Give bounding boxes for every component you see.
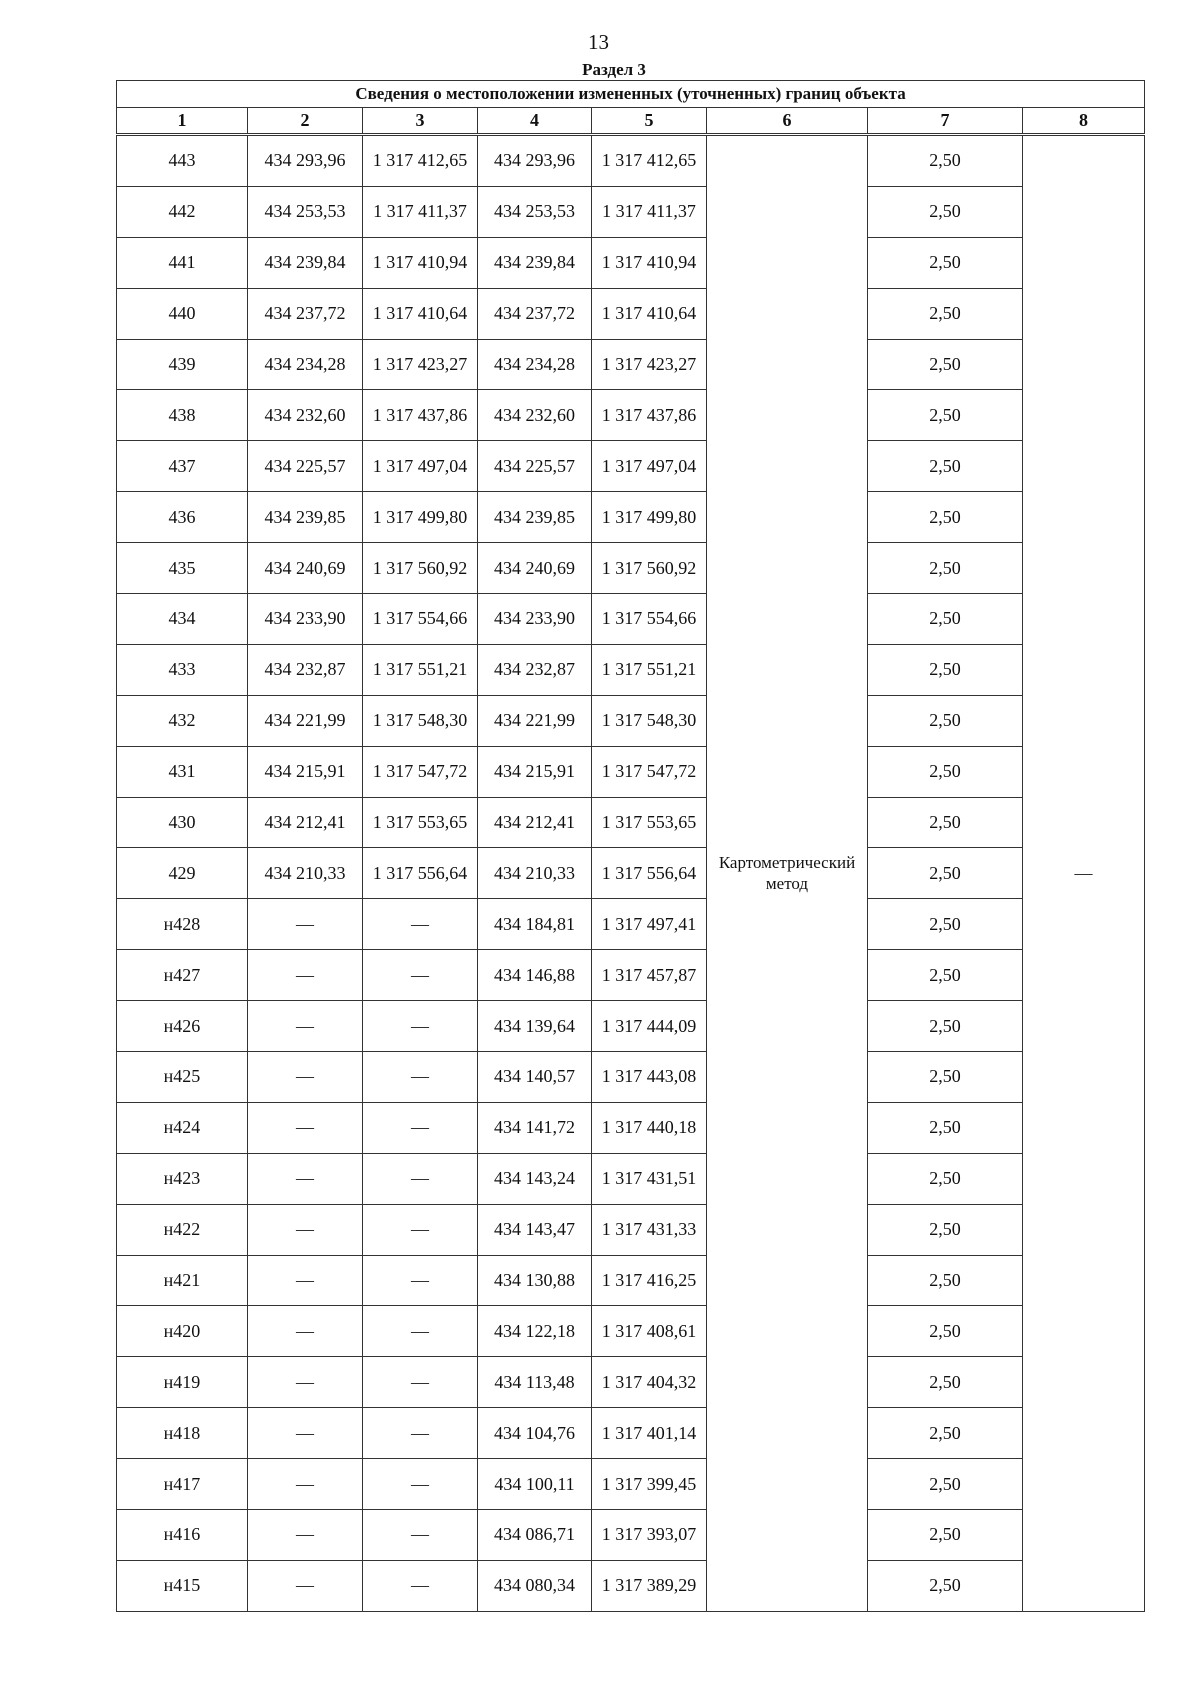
table-cell: 434 140,57: [478, 1052, 592, 1103]
table-cell: н417: [117, 1459, 248, 1510]
table-row: [117, 1255, 1145, 1306]
column-header-8: 8: [1023, 108, 1145, 135]
table-cell: —: [248, 1357, 363, 1408]
table-cell: 2,50: [868, 1255, 1023, 1306]
section-title: Раздел 3: [582, 60, 646, 79]
table-cell: 434 234,28: [248, 339, 363, 390]
table-row: [117, 746, 1145, 797]
table-cell: 434 239,85: [248, 492, 363, 543]
table-cell: н418: [117, 1408, 248, 1459]
table-cell: 434 104,76: [478, 1408, 592, 1459]
table-cell: 1 317 554,66: [363, 594, 478, 645]
table-cell: 1 317 389,29: [592, 1560, 707, 1611]
table-cell: 434 293,96: [478, 135, 592, 187]
table-cell: 434 232,60: [248, 390, 363, 441]
table-cell: 2,50: [868, 1001, 1023, 1052]
table-cell: 442: [117, 186, 248, 237]
table-cell: 434 225,57: [248, 441, 363, 492]
table-cell: 2,50: [868, 1102, 1023, 1153]
table-cell: 434 113,48: [478, 1357, 592, 1408]
table-cell: 434 215,91: [248, 746, 363, 797]
table-cell: —: [363, 1052, 478, 1103]
column-header-5: 5: [592, 108, 707, 135]
table-cell: 434 210,33: [478, 848, 592, 899]
table-cell: н421: [117, 1255, 248, 1306]
table-cell: 434 253,53: [248, 186, 363, 237]
table-cell: 1 317 553,65: [363, 797, 478, 848]
table-row: [117, 1001, 1145, 1052]
table-cell: —: [363, 899, 478, 950]
table-cell: —: [363, 1408, 478, 1459]
table-cell: н415: [117, 1560, 248, 1611]
table-row: [117, 1102, 1145, 1153]
table-cell: 439: [117, 339, 248, 390]
table-cell: —: [363, 1153, 478, 1204]
table-cell: 2,50: [868, 390, 1023, 441]
table-row: [117, 797, 1145, 848]
table-cell: 2,50: [868, 135, 1023, 187]
table-cell: 2,50: [868, 644, 1023, 695]
table-cell: 1 317 411,37: [363, 186, 478, 237]
table-cell: 1 317 547,72: [592, 746, 707, 797]
table-cell: 438: [117, 390, 248, 441]
table-cell: н422: [117, 1204, 248, 1255]
table-cell: 434 080,34: [478, 1560, 592, 1611]
table-cell: 437: [117, 441, 248, 492]
table-cell: 2,50: [868, 950, 1023, 1001]
table-caption: Сведения о местоположении измененных (уточненных) границ объекта: [117, 81, 1145, 108]
column-header-4: 4: [478, 108, 592, 135]
table-cell: 434 146,88: [478, 950, 592, 1001]
method-cell: Картометрический метод: [707, 135, 868, 1612]
table-cell: —: [363, 1306, 478, 1357]
table-cell: 1 317 401,14: [592, 1408, 707, 1459]
table-cell: 1 317 548,30: [363, 695, 478, 746]
table-cell: 431: [117, 746, 248, 797]
table-cell: 1 317 412,65: [592, 135, 707, 187]
table-cell: 434 221,99: [248, 695, 363, 746]
table-row: [117, 1052, 1145, 1103]
table-cell: 2,50: [868, 186, 1023, 237]
column-header-2: 2: [248, 108, 363, 135]
table-cell: 432: [117, 695, 248, 746]
table-cell: 1 317 437,86: [363, 390, 478, 441]
table-cell: 1 317 410,94: [363, 237, 478, 288]
table-row: [117, 950, 1145, 1001]
table-cell: 1 317 497,41: [592, 899, 707, 950]
table-cell: н420: [117, 1306, 248, 1357]
table-row: [117, 1560, 1145, 1611]
table-cell: 2,50: [868, 1306, 1023, 1357]
table-cell: 2,50: [868, 1459, 1023, 1510]
table-cell: —: [248, 1560, 363, 1611]
table-row: [117, 1459, 1145, 1510]
table-cell: 1 317 393,07: [592, 1510, 707, 1561]
table-cell: 1 317 444,09: [592, 1001, 707, 1052]
table-cell: 1 317 551,21: [363, 644, 478, 695]
table-cell: 1 317 499,80: [592, 492, 707, 543]
table-row: [117, 644, 1145, 695]
table-cell: 1 317 440,18: [592, 1102, 707, 1153]
table-cell: 1 317 423,27: [592, 339, 707, 390]
table-cell: 434 233,90: [248, 594, 363, 645]
table-cell: 2,50: [868, 1204, 1023, 1255]
table-cell: —: [363, 1560, 478, 1611]
table-cell: 2,50: [868, 746, 1023, 797]
table-cell: 434 212,41: [248, 797, 363, 848]
table-row: [117, 492, 1145, 543]
table-cell: 434 143,24: [478, 1153, 592, 1204]
table-cell: 434 293,96: [248, 135, 363, 187]
table-cell: —: [363, 1255, 478, 1306]
table-cell: 436: [117, 492, 248, 543]
table-cell: н427: [117, 950, 248, 1001]
table-cell: 434 239,84: [478, 237, 592, 288]
table-row: [117, 1306, 1145, 1357]
table-cell: 434 232,87: [478, 644, 592, 695]
table-cell: 2,50: [868, 797, 1023, 848]
table-cell: 429: [117, 848, 248, 899]
table-row: [117, 543, 1145, 594]
table-row: [117, 899, 1145, 950]
table-cell: 1 317 412,65: [363, 135, 478, 187]
table-cell: н424: [117, 1102, 248, 1153]
table-cell: 440: [117, 288, 248, 339]
table-cell: 434 240,69: [248, 543, 363, 594]
table-cell: —: [363, 950, 478, 1001]
table-cell: 2,50: [868, 237, 1023, 288]
table-cell: 2,50: [868, 288, 1023, 339]
table-cell: 434 212,41: [478, 797, 592, 848]
table-cell: —: [363, 1510, 478, 1561]
table-row: [117, 594, 1145, 645]
table-cell: 1 317 411,37: [592, 186, 707, 237]
table-cell: —: [248, 1459, 363, 1510]
table-cell: —: [363, 1204, 478, 1255]
table-cell: 2,50: [868, 695, 1023, 746]
table-cell: 2,50: [868, 1510, 1023, 1561]
table-cell: 434: [117, 594, 248, 645]
table-row: [117, 237, 1145, 288]
table-cell: 434 239,84: [248, 237, 363, 288]
table-cell: 434 237,72: [478, 288, 592, 339]
table-cell: —: [248, 1306, 363, 1357]
table-cell: 2,50: [868, 441, 1023, 492]
column-header-7: 7: [868, 108, 1023, 135]
table-cell: 2,50: [868, 339, 1023, 390]
table-cell: 1 317 408,61: [592, 1306, 707, 1357]
table-cell: 434 253,53: [478, 186, 592, 237]
table-cell: —: [363, 1102, 478, 1153]
table-cell: 434 122,18: [478, 1306, 592, 1357]
table-cell: 434 215,91: [478, 746, 592, 797]
table-cell: —: [363, 1357, 478, 1408]
table-cell: н416: [117, 1510, 248, 1561]
table-cell: 434 240,69: [478, 543, 592, 594]
table-cell: 1 317 399,45: [592, 1459, 707, 1510]
table-cell: 434 100,11: [478, 1459, 592, 1510]
table-cell: 1 317 410,64: [363, 288, 478, 339]
table-cell: 434 086,71: [478, 1510, 592, 1561]
table-cell: 435: [117, 543, 248, 594]
table-cell: 2,50: [868, 594, 1023, 645]
table-cell: н425: [117, 1052, 248, 1103]
table-cell: н423: [117, 1153, 248, 1204]
table-cell: 1 317 497,04: [363, 441, 478, 492]
table-cell: 2,50: [868, 1357, 1023, 1408]
table-row: [117, 1153, 1145, 1204]
table-cell: 2,50: [868, 1408, 1023, 1459]
table-cell: 433: [117, 644, 248, 695]
table-cell: —: [248, 1102, 363, 1153]
table-cell: —: [248, 1408, 363, 1459]
table-cell: н419: [117, 1357, 248, 1408]
table-cell: 434 233,90: [478, 594, 592, 645]
table-cell: 434 143,47: [478, 1204, 592, 1255]
column-header-6: 6: [707, 108, 868, 135]
table-cell: 1 317 443,08: [592, 1052, 707, 1103]
table-row: [117, 288, 1145, 339]
column8-cell: —: [1023, 135, 1145, 1612]
table-row: [117, 135, 1145, 187]
table-cell: 434 232,87: [248, 644, 363, 695]
table-cell: н428: [117, 899, 248, 950]
table-cell: 443: [117, 135, 248, 187]
table-cell: 2,50: [868, 1560, 1023, 1611]
table-cell: 434 210,33: [248, 848, 363, 899]
table-row: [117, 339, 1145, 390]
table-cell: 2,50: [868, 848, 1023, 899]
table-cell: 1 317 497,04: [592, 441, 707, 492]
table-cell: 1 317 560,92: [363, 543, 478, 594]
table-row: [117, 1204, 1145, 1255]
table-cell: 1 317 556,64: [592, 848, 707, 899]
table-cell: 434 221,99: [478, 695, 592, 746]
table-cell: —: [363, 1001, 478, 1052]
table-row: [117, 695, 1145, 746]
table-cell: 2,50: [868, 543, 1023, 594]
table-row: [117, 848, 1145, 899]
table-row: [117, 1510, 1145, 1561]
table-row: [117, 186, 1145, 237]
table-cell: 2,50: [868, 492, 1023, 543]
page-number: 13: [588, 30, 609, 54]
table-cell: 1 317 457,87: [592, 950, 707, 1001]
table-cell: 434 130,88: [478, 1255, 592, 1306]
table-cell: —: [248, 1255, 363, 1306]
table-cell: 2,50: [868, 1153, 1023, 1204]
table-cell: 434 234,28: [478, 339, 592, 390]
table-cell: н426: [117, 1001, 248, 1052]
table-cell: 434 237,72: [248, 288, 363, 339]
table-cell: 1 317 410,64: [592, 288, 707, 339]
table-cell: 2,50: [868, 1052, 1023, 1103]
boundary-coordinates-table: [116, 80, 1145, 1612]
table-cell: 434 239,85: [478, 492, 592, 543]
table-cell: 1 317 551,21: [592, 644, 707, 695]
table-cell: 1 317 423,27: [363, 339, 478, 390]
table-cell: 1 317 437,86: [592, 390, 707, 441]
table-row: [117, 441, 1145, 492]
table-cell: 1 317 410,94: [592, 237, 707, 288]
table-cell: —: [248, 950, 363, 1001]
table-cell: 1 317 553,65: [592, 797, 707, 848]
table-cell: 1 317 431,33: [592, 1204, 707, 1255]
table-cell: 1 317 548,30: [592, 695, 707, 746]
table-row: [117, 390, 1145, 441]
column-header-3: 3: [363, 108, 478, 135]
table-cell: 434 225,57: [478, 441, 592, 492]
table-cell: 434 184,81: [478, 899, 592, 950]
table-cell: —: [248, 1204, 363, 1255]
table-cell: —: [248, 1001, 363, 1052]
table-cell: 430: [117, 797, 248, 848]
table-cell: 1 317 554,66: [592, 594, 707, 645]
table-cell: 1 317 431,51: [592, 1153, 707, 1204]
table-cell: 1 317 416,25: [592, 1255, 707, 1306]
table-cell: —: [248, 899, 363, 950]
table-cell: —: [363, 1459, 478, 1510]
table-cell: —: [248, 1052, 363, 1103]
table-cell: —: [248, 1153, 363, 1204]
table-cell: 434 139,64: [478, 1001, 592, 1052]
table-cell: 2,50: [868, 899, 1023, 950]
table-cell: 1 317 499,80: [363, 492, 478, 543]
column-header-1: 1: [117, 108, 248, 135]
table-cell: 434 141,72: [478, 1102, 592, 1153]
table-row: [117, 1408, 1145, 1459]
table-cell: 1 317 560,92: [592, 543, 707, 594]
table-cell: —: [248, 1510, 363, 1561]
table-row: [117, 1357, 1145, 1408]
table-cell: 441: [117, 237, 248, 288]
table-cell: 1 317 404,32: [592, 1357, 707, 1408]
table-cell: 1 317 547,72: [363, 746, 478, 797]
table-cell: 434 232,60: [478, 390, 592, 441]
table-cell: 1 317 556,64: [363, 848, 478, 899]
